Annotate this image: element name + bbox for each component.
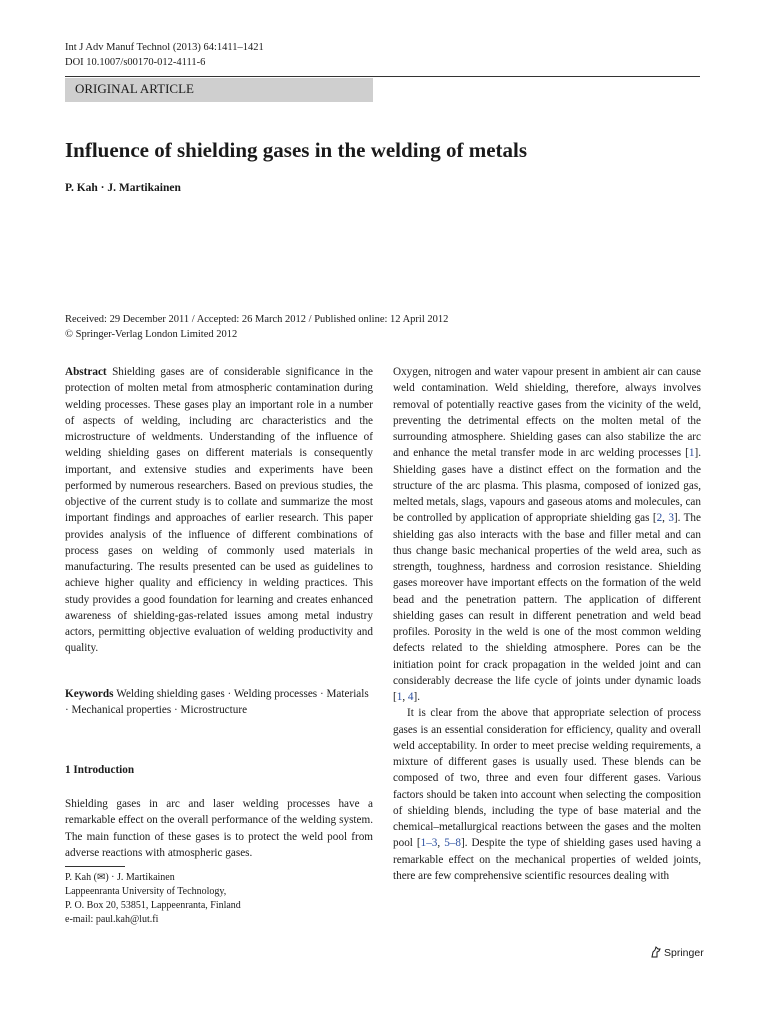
body-paragraph-2	[393, 705, 701, 884]
keywords-label: Keywords	[65, 688, 114, 700]
article-type-label: ORIGINAL ARTICLE	[75, 81, 194, 96]
section-heading: 1 Introduction	[65, 764, 135, 776]
springer-horse-icon	[650, 946, 662, 958]
paper-title: Influence of shielding gases in the welding of metals	[65, 138, 528, 162]
dates-line: Received: 29 December 2011 / Accepted: 26 March 2012 / Published online: 12 April 2012	[65, 314, 449, 325]
text-run: ,	[402, 691, 408, 703]
abstract-text: Shielding gases are of considerable significance in the protection of molten metal from atmospheric contamination during welding processes. These gases play an important role in a number of aspects of welding, including arc characteristics and the microstructure of weldments. Understanding of the influence of welding shielding gases on different materials is consequently important, and extensive studies and experiments have been performed by numerous researchers. Based on previous studies, the objective of the current study is to collate and summarize the most important findings and approaches of earlier research. This paper provides analysis of the influence of different combinations of process gases on welding of commonly used materials in manufacturing. The results presented can be used as guidelines to achieve higher quality and efficiency in welding practices. This study provides a good foundation for learning and creates enhanced awareness of shielding-gas-related issues among metal industry actors, permitting objective evaluation of welding productivity and quality.	[65, 366, 374, 655]
publisher-logo	[650, 946, 704, 959]
header-rule	[65, 76, 700, 77]
body-paragraph-1	[393, 364, 701, 705]
keywords	[65, 686, 373, 719]
footnote-email[interactable]: e-mail: paul.kah@lut.fi	[65, 914, 159, 925]
footnote-rule	[65, 866, 125, 867]
citation-link[interactable]: 3	[668, 512, 674, 525]
abstract-label: Abstract	[65, 366, 107, 378]
text-run: ]. Shielding gases have a distinct effect on the formation and the structure of the arc plasma. This plasma, composed of ionized gas, melted metals, slags, vapours and gaseous atoms and molecules, can be controlled by application of appropriate shielding gas [	[393, 447, 701, 525]
article-type-banner	[65, 78, 373, 102]
authors: P. Kah · J. Martikainen	[65, 182, 181, 194]
introduction-text	[65, 796, 373, 861]
text-run: ,	[437, 837, 445, 850]
author-footnote	[65, 871, 241, 927]
citation-link[interactable]: 2	[656, 512, 663, 525]
citation-link[interactable]: 1	[688, 447, 695, 460]
text-run: ]. Despite the type of shielding gases used having a remarkable effect on the mechanical properties of welded joints, there are few comprehensive scientific resources dealing with	[393, 837, 701, 882]
journal-citation: Int J Adv Manuf Technol (2013) 64:1411–1421	[65, 42, 264, 53]
text-run: Oxygen, nitrogen and water vapour present in ambient air can cause weld contamination. Weld shielding, therefore, always involves removal of potentially reactive gases from the vicinity of the weld, preventing the detrimental effects on the molten metal of the surrounding atmosphere. Shielding gases can also stabilize the arc and enhance the metal transfer mode in arc welding processes [	[393, 366, 701, 460]
text-run: It is clear from the above that appropriate selection of process gases is an essential consideration for efficiency, quality and overall weld acceptability. In order to meet precise welding requirements, a mixture of different gases is usually used. These blends can be composed of two, three and even four different gases. Various factors should be taken into account when selecting the composition of shielding blends, including the type of base material and the chemical–metallurgical reactions between the gases and the molten pool [	[393, 707, 701, 850]
footnote-address: P. O. Box 20, 53851, Lappeenranta, Finland	[65, 900, 241, 911]
right-column	[393, 364, 701, 884]
text-run: ].	[413, 691, 421, 703]
keywords-text: Welding shielding gases · Welding processes · Materials · Mechanical properties · Microstructure	[65, 688, 369, 717]
publisher-name: Springer	[664, 947, 704, 959]
citation-link[interactable]: 1	[396, 691, 403, 703]
citation-link[interactable]: 5–8	[444, 837, 461, 850]
citation-link[interactable]: 1–3	[420, 837, 438, 850]
copyright-line: © Springer-Verlag London Limited 2012	[65, 329, 238, 340]
footnote-affiliation: Lappeenranta University of Technology,	[65, 886, 227, 897]
intro-paragraph: Shielding gases in arc and laser welding processes have a remarkable effect on the overall performance of the welding system. The main function of these gases is to protect the weld pool from adverse reactions with atmospheric gases.	[65, 798, 373, 859]
citation-link[interactable]: 4	[407, 691, 414, 703]
doi: DOI 10.1007/s00170-012-4111-6	[65, 57, 206, 68]
footnote-authors: P. Kah (✉) · J. Martikainen	[65, 872, 175, 883]
abstract	[65, 364, 373, 657]
publication-dates	[65, 312, 448, 342]
text-run: ,	[662, 512, 669, 525]
text-run: ]. The shielding gas also interacts with the base and filler metal and can thus change basic mechanical properties of the weld area, such as strength, toughness, hardness and corrosion resistance. Shielding gases moreover have important effects on the formation of the weld bead and the penetration pattern. The application of different shielding gases can result in different penetration and weld bead profiles. Porosity in the weld is one of the most common welding defects related to the shielding atmosphere. Pores can be the initiation point for crack propagation in the welded joint and can considerably decrease the life cycle of joints under dynamic loads [	[393, 512, 701, 703]
